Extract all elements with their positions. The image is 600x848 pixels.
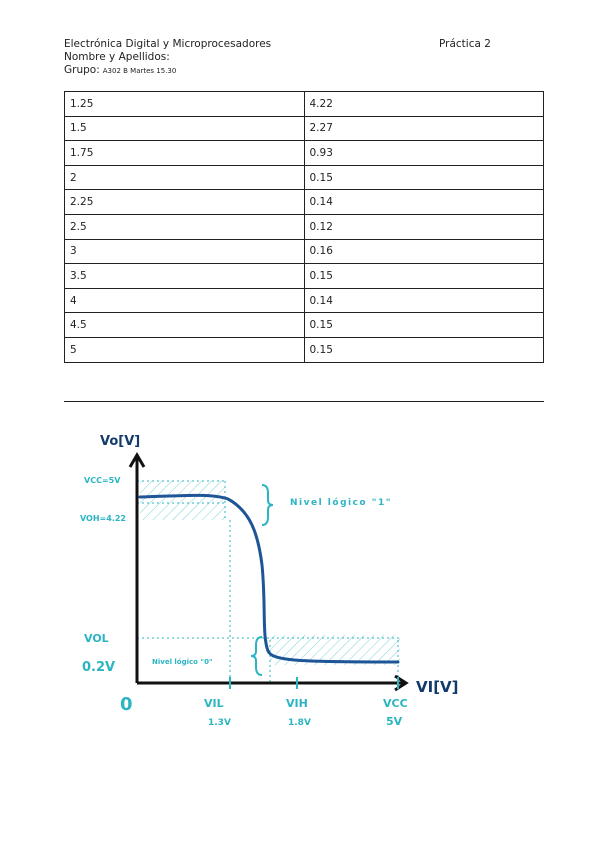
input-voltage-cell: 2 [65, 165, 305, 190]
data-table [64, 91, 544, 363]
transfer-characteristic-sketch [0, 415, 600, 745]
table-row [65, 337, 544, 362]
output-voltage-cell: 0.14 [304, 288, 544, 313]
table-row [65, 313, 544, 338]
group-value: A302 B Martes 15.30 [102, 67, 177, 75]
output-voltage-cell: 4.22 [304, 92, 544, 117]
table-row [65, 239, 544, 264]
input-voltage-cell: 4.5 [65, 313, 305, 338]
input-voltage-cell: 1.75 [65, 141, 305, 166]
input-voltage-cell: 3 [65, 239, 305, 264]
output-voltage-cell: 0.15 [304, 165, 544, 190]
table-row [65, 288, 544, 313]
table-row [65, 214, 544, 239]
input-voltage-cell: 2.25 [65, 190, 305, 215]
output-voltage-cell: 0.15 [304, 337, 544, 362]
input-voltage-cell: 5 [65, 337, 305, 362]
vil-value: 1.3V [208, 718, 231, 728]
vol-label: VOL [84, 632, 109, 645]
voh-label: VOH=4.22 [80, 514, 126, 523]
name-label: Nombre y Apellidos: [64, 51, 170, 63]
v02-label: 0.2V [82, 660, 116, 675]
divider-line [64, 401, 544, 402]
output-voltage-cell: 0.15 [304, 264, 544, 289]
practice-label: Práctica 2 [439, 38, 491, 50]
table-row [65, 92, 544, 117]
y-axis-label: Vo[V] [100, 434, 141, 449]
vcc-x-value: 5V [386, 715, 403, 728]
vil-label: VIL [204, 697, 224, 710]
high-level-hatch-region [140, 481, 225, 520]
input-voltage-cell: 4 [65, 288, 305, 313]
vcc-x-label: VCC [383, 697, 408, 710]
low-level-brace [251, 637, 262, 675]
table-row [65, 264, 544, 289]
output-voltage-cell: 2.27 [304, 116, 544, 141]
output-voltage-cell: 0.16 [304, 239, 544, 264]
vih-label: VIH [286, 697, 308, 710]
table-row [65, 141, 544, 166]
table-row [65, 165, 544, 190]
input-voltage-cell: 3.5 [65, 264, 305, 289]
input-voltage-cell: 1.25 [65, 92, 305, 117]
output-voltage-cell: 0.14 [304, 190, 544, 215]
input-voltage-cell: 1.5 [65, 116, 305, 141]
input-voltage-cell: 2.5 [65, 214, 305, 239]
output-voltage-cell: 0.15 [304, 313, 544, 338]
output-voltage-cell: 0.12 [304, 214, 544, 239]
x-axis-label: VI[V] [416, 678, 459, 696]
table-row [65, 190, 544, 215]
group-label: Grupo: [64, 64, 100, 76]
vcc-label: VCC=5V [84, 476, 121, 485]
course-title: Electrónica Digital y Microprocesadores [64, 38, 272, 50]
vih-value: 1.8V [288, 718, 311, 728]
level-low-label: Nivel lógico "0" [152, 658, 213, 666]
output-voltage-cell: 0.93 [304, 141, 544, 166]
level-high-label: Nivel lógico "1" [290, 498, 392, 508]
group-line [64, 64, 176, 78]
high-level-brace [262, 485, 273, 525]
origin-label: 0 [120, 694, 133, 715]
table-row [65, 116, 544, 141]
